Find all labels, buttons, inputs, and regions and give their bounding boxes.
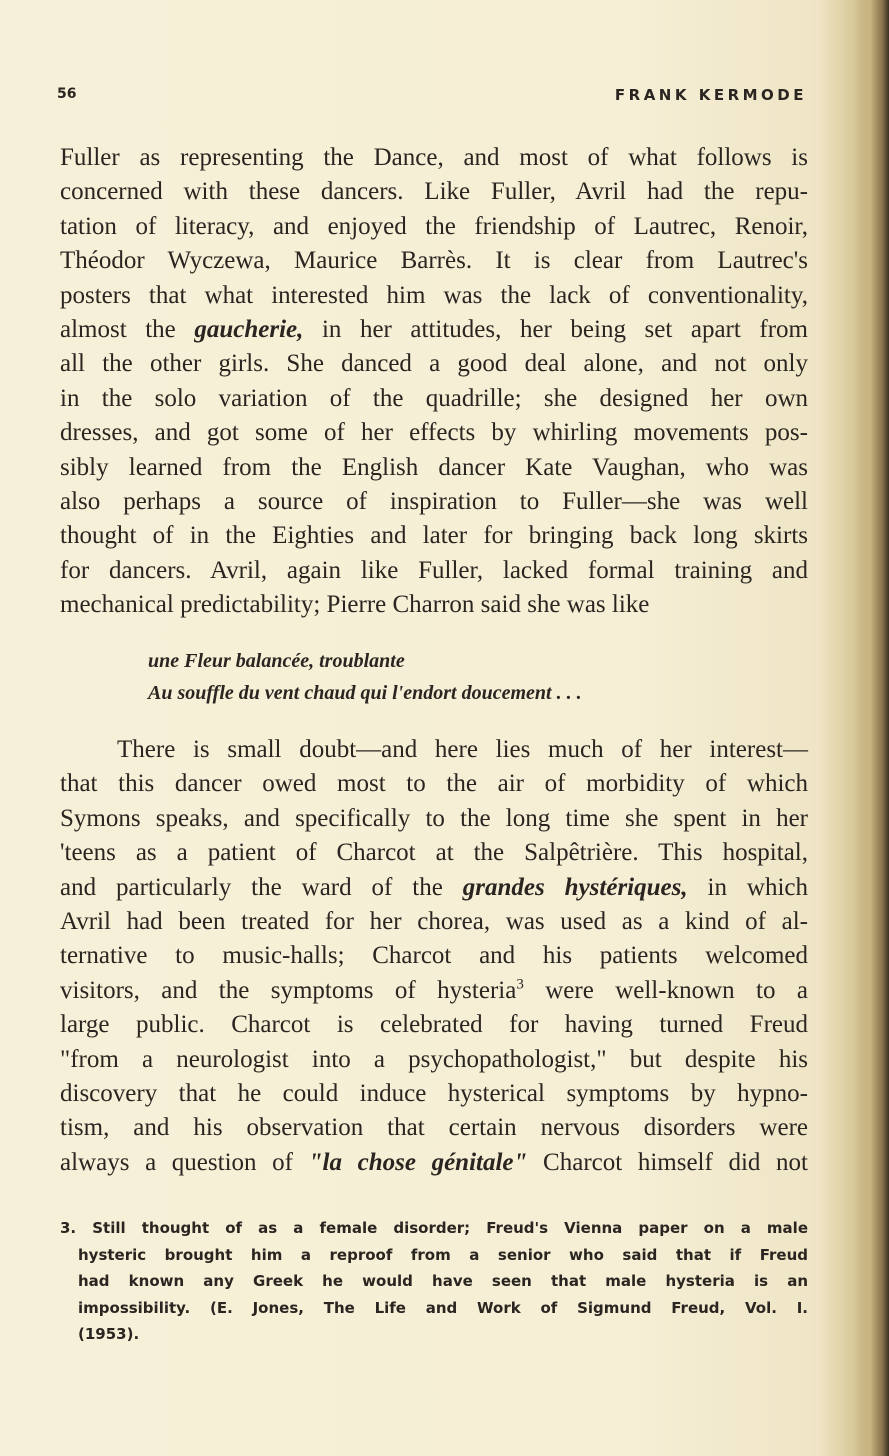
paragraph-1 <box>60 141 808 622</box>
text-line <box>60 1146 808 1180</box>
text-line: also perhaps a source of inspiration to Fuller—she was well <box>60 487 808 515</box>
verse-line: Au souffle du vent chaud qui l'endort doucement . . . <box>148 682 582 704</box>
text-span: in her attitudes, her being set apart from <box>303 315 808 343</box>
text-span: were well-known to a <box>523 976 808 1004</box>
text-line: posters that what interested him was the lack of conventionality, <box>60 281 808 309</box>
text-line: Fuller as representing the Dance, and most of what follows is <box>60 144 808 171</box>
text-span: almost the <box>60 315 195 343</box>
footnote-line: 3. Still thought of as a female disorder; Freud's Vienna paper on a male <box>60 1219 808 1237</box>
page-header <box>57 86 807 110</box>
text-line <box>60 974 808 1008</box>
text-line: tation of literacy, and enjoyed the friendship of Lautrec, Renoir, <box>60 212 808 240</box>
footnote <box>60 1215 808 1348</box>
running-head: FRANK KERMODE <box>614 86 807 104</box>
text-line: There is small doubt—and here lies much of her interest— <box>117 736 808 763</box>
text-line: Symons speaks, and specifically to the long time she spent in her <box>60 804 808 832</box>
text-span: Charcot himself did not <box>527 1148 808 1176</box>
text-span: and particularly the ward of the <box>60 873 463 901</box>
italic-term: "la chose génitale" <box>308 1148 528 1176</box>
text-span: in which <box>687 873 808 901</box>
footnote-line: hysteric brought him a reproof from a senior who said that if Freud <box>78 1245 808 1264</box>
text-line: thought of in the Eighties and later for bringing back long skirts <box>60 522 808 550</box>
verse-quote <box>148 645 582 709</box>
text-line <box>60 871 808 905</box>
text-line: sibly learned from the English dancer Kate Vaughan, who was <box>60 453 808 481</box>
footnote-line: impossibility. (E. Jones, The Life and Work of Sigmund Freud, Vol. I. <box>78 1298 808 1317</box>
text-line <box>60 313 808 347</box>
text-line: "from a neurologist into a psychopathologist," but despite his <box>60 1045 808 1073</box>
text-line: 'teens as a patient of Charcot at the Salpêtrière. This hospital, <box>60 839 808 867</box>
footnote-line: had known any Greek he would have seen that male hysteria is an <box>78 1272 808 1291</box>
text-line: in the solo variation of the quadrille; she designed her own <box>60 384 808 412</box>
book-spine-shadow <box>855 0 889 1456</box>
text-span: always a question of <box>60 1148 309 1176</box>
footnote-marker: 3 <box>516 976 524 993</box>
italic-term: gaucherie, <box>194 315 304 343</box>
verse-line: une Fleur balancée, troublante <box>148 650 405 672</box>
text-line: that this dancer owed most to the air of morbidity of which <box>60 770 808 798</box>
text-line: mechanical predictability; Pierre Charron said she was like <box>60 591 650 619</box>
text-line: discovery that he could induce hysterical symptoms by hypno- <box>60 1079 808 1107</box>
text-line: all the other girls. She danced a good deal alone, and not only <box>60 350 808 378</box>
text-line: Théodor Wyczewa, Maurice Barrès. It is clear from Lautrec's <box>60 247 808 275</box>
text-line: concerned with these dancers. Like Fuller, Avril had the repu- <box>60 178 808 206</box>
text-line: large public. Charcot is celebrated for having turned Freud <box>60 1011 808 1039</box>
text-line: tism, and his observation that certain nervous disorders were <box>60 1114 808 1142</box>
page-number: 56 <box>57 86 77 102</box>
paragraph-2 <box>60 733 808 1180</box>
text-line: for dancers. Avril, again like Fuller, lacked formal training and <box>60 556 808 584</box>
footnote-line: (1953). <box>78 1325 140 1344</box>
italic-term: grandes hystériques, <box>462 873 688 901</box>
text-span: visitors, and the symptoms of hysteria <box>60 976 517 1004</box>
text-line: dresses, and got some of her effects by whirling movements pos- <box>60 419 808 447</box>
text-line: ternative to music-halls; Charcot and his patients welcomed <box>60 942 808 970</box>
text-line: Avril had been treated for her chorea, was used as a kind of al- <box>60 907 808 935</box>
